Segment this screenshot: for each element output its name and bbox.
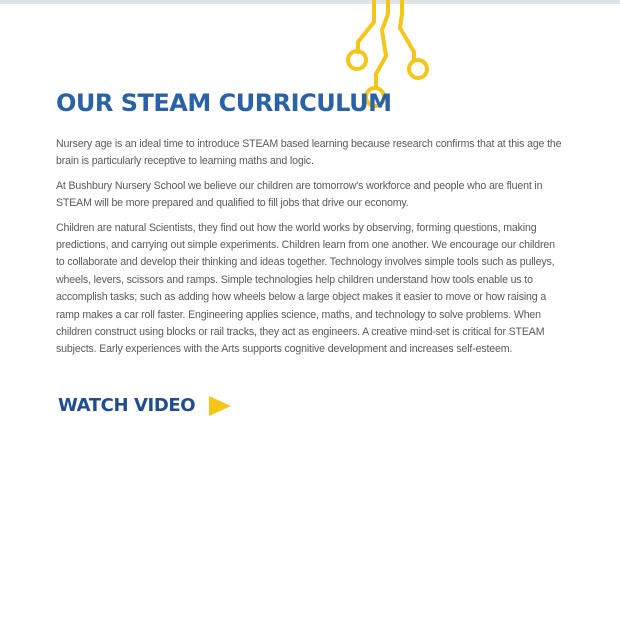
scientists-paragraph: Children are natural Scientists, they find out how the world works by observing, forming questions, making predictions, and carrying out simple experiments. Children learn from one another. We encourage our children to collaborate and develop their thinking and ideas together. Technology involves simple tools such as pulleys, wheels, levers, scissors and ramps. Simple technologies help children understand how tools enable us to accomplish tasks; such as adding how wheels below a large object makes it easier to move or how raising a ramp makes a car roll faster. Engineering applies science, maths, and technology to solve problems. When children construct using blocks or rail tracks, they act as engineers. A creative mind-set is critical for STEAM subjects. Early experiences with the Arts supports cognitive development and increases self-esteem. [56, 221, 555, 356]
belief-paragraph: At Bushbury Nursery School we believe our children are tomorrow's workforce and people who are fluent in STEAM will be more prepared and qualified to fill jobs that drive our economy. [56, 179, 543, 210]
circuit-line-right [400, 0, 414, 60]
top-divider-bar [0, 0, 620, 4]
watch-video-label: WATCH VIDEO [58, 395, 196, 416]
intro-paragraph: Nursery age is an ideal time to introduce STEAM based learning because research confirms that at this age the brain is particularly receptive to learning maths and logic. [56, 138, 562, 168]
section-title: OUR STEAM CURRICULUM [56, 89, 392, 117]
play-icon [209, 396, 231, 416]
circuit-node-right [409, 60, 427, 78]
watch-video-link[interactable] [58, 392, 231, 420]
circuit-line-left [358, 0, 374, 52]
section-body [56, 136, 562, 366]
circuit-line-middle [376, 0, 388, 86]
